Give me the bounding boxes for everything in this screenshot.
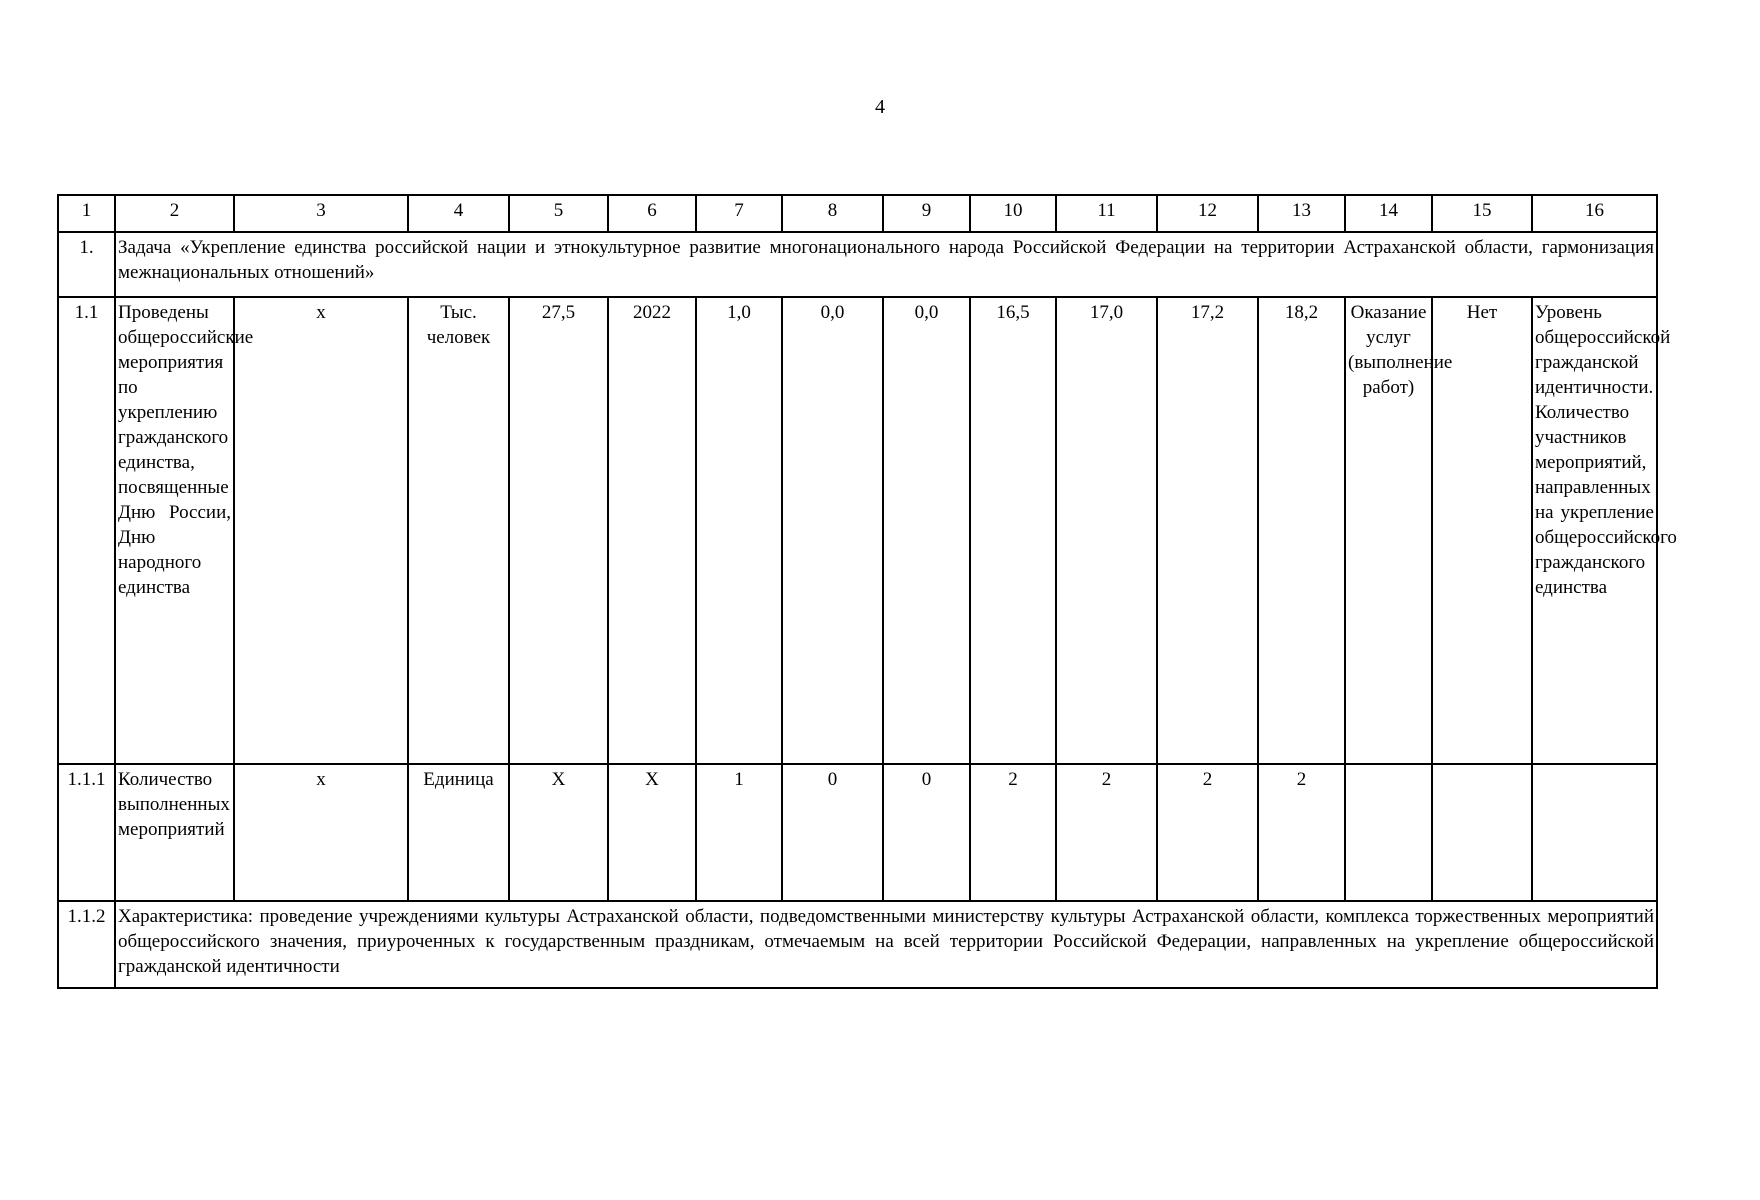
header-cell: 3 [234, 195, 408, 232]
row-number: 1.1 [58, 297, 115, 764]
unit-cell: Единица [408, 764, 509, 901]
page-number: 4 [875, 96, 885, 118]
row-number: 1.1.1 [58, 764, 115, 901]
table-row-1-1-1 [58, 764, 1657, 901]
cell-col-16 [1532, 764, 1657, 901]
task-number: 1. [58, 232, 115, 297]
cell-col-15 [1432, 764, 1532, 901]
header-cell: 8 [782, 195, 883, 232]
task-row [58, 232, 1657, 297]
task-text: Задача «Укрепление единства российской нации и этнокультурное развитие многонационального народа Российской Федерации на территории Астраханской области, гармонизация межнациональных отношений» [115, 232, 1657, 297]
header-cell: 6 [608, 195, 696, 232]
cell-col-7: 1,0 [696, 297, 782, 764]
cell-col-13: 2 [1258, 764, 1345, 901]
cell-col-8: 0 [782, 764, 883, 901]
header-cell: 7 [696, 195, 782, 232]
cell-col-10: 16,5 [970, 297, 1056, 764]
header-cell: 14 [1345, 195, 1432, 232]
header-cell: 5 [509, 195, 608, 232]
header-cell: 9 [883, 195, 970, 232]
cell-col-14 [1345, 764, 1432, 901]
header-cell: 11 [1056, 195, 1157, 232]
table-row-1-1 [58, 297, 1657, 764]
cell-col-5: 27,5 [509, 297, 608, 764]
header-cell: 2 [115, 195, 234, 232]
header-cell: 10 [970, 195, 1056, 232]
cell-col-3: x [234, 764, 408, 901]
cell-col-11: 2 [1056, 764, 1157, 901]
cell-col-12: 17,2 [1157, 297, 1258, 764]
header-row [58, 195, 1657, 232]
cell-col-3: x [234, 297, 408, 764]
row-number: 1.1.2 [58, 901, 115, 988]
cell-col-12: 2 [1157, 764, 1258, 901]
cell-col-5: X [509, 764, 608, 901]
unit-cell: Тыс. человек [408, 297, 509, 764]
header-cell: 13 [1258, 195, 1345, 232]
cell-col-11: 17,0 [1056, 297, 1157, 764]
header-cell: 16 [1532, 195, 1657, 232]
cell-col-9: 0,0 [883, 297, 970, 764]
cell-col-6: 2022 [608, 297, 696, 764]
event-name-cell: Количество выполненных мероприятий [115, 764, 234, 901]
cell-col-13: 18,2 [1258, 297, 1345, 764]
indicators-table [57, 194, 1677, 989]
cell-col-10: 2 [970, 764, 1056, 901]
cell-col-8: 0,0 [782, 297, 883, 764]
cell-col-9: 0 [883, 764, 970, 901]
header-cell: 12 [1157, 195, 1258, 232]
header-cell: 15 [1432, 195, 1532, 232]
cell-col-14: Оказание услуг (выполнение работ) [1345, 297, 1432, 764]
cell-col-16: Уровень общероссийской гражданской идентичности. Количество участников мероприятий, направленных на укрепление общероссийского гражданского единства [1532, 297, 1657, 764]
cell-col-15: Нет [1432, 297, 1532, 764]
header-cell: 4 [408, 195, 509, 232]
characteristic-text: Характеристика: проведение учреждениями культуры Астраханской области, подведомственными министерству культуры Астраханской области, комплекса торжественных мероприятий общероссийского значения, приуроченных к государственным праздникам, отмечаемым на всей территории Российской Федерации, направленных на укрепление общероссийской гражданской идентичности [115, 901, 1657, 988]
header-cell: 1 [58, 195, 115, 232]
table-row-1-1-2 [58, 901, 1657, 988]
cell-col-6: X [608, 764, 696, 901]
event-name-cell: Проведены общероссийские мероприятия по укреплению гражданского единства, посвященные Дню России, Дню народного единства [115, 297, 234, 764]
cell-col-7: 1 [696, 764, 782, 901]
